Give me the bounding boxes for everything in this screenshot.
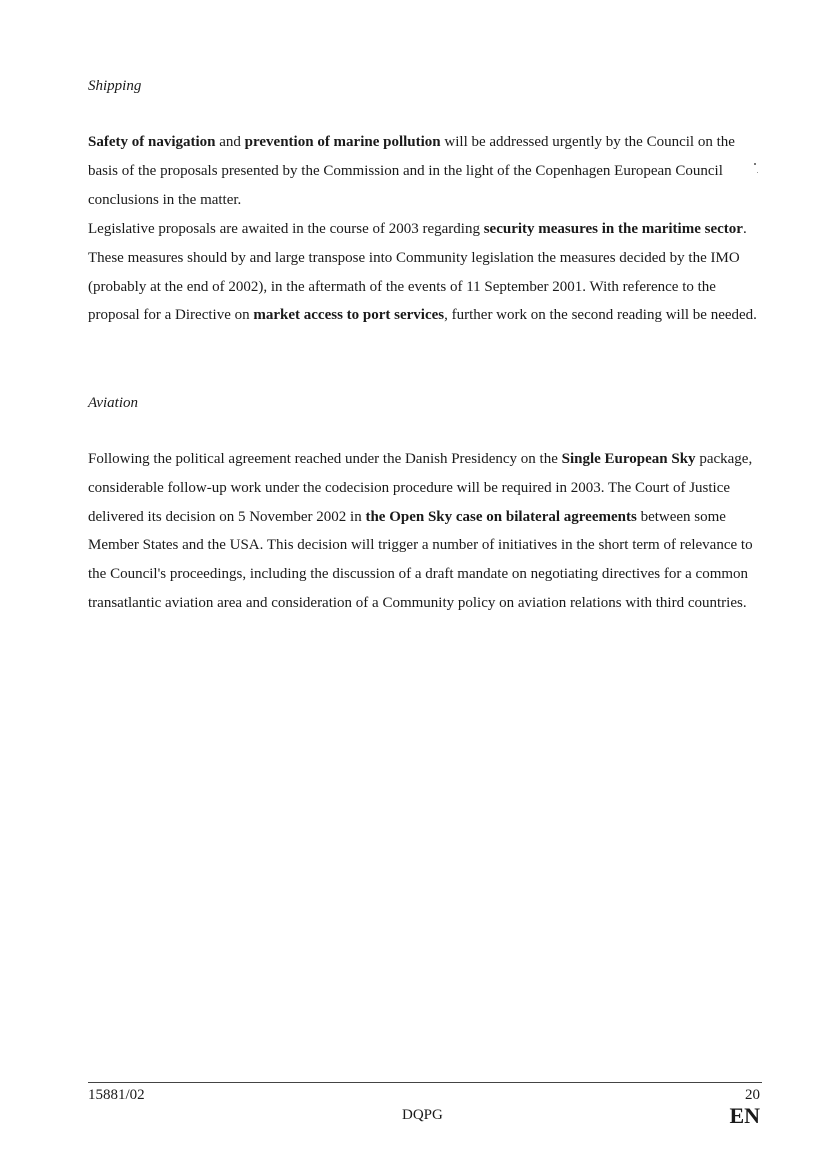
- bold-term: the Open Sky case on bilateral agreements: [365, 508, 637, 525]
- text-run: will be addressed urgently by the Council on the basis of the proposals presented by the Commission and in the light of the Copenhagen European Council conclusions in the matter.: [88, 134, 735, 208]
- text-run: and: [215, 134, 245, 150]
- scan-artifact: [757, 172, 758, 173]
- department-code: DQPG: [402, 1107, 443, 1123]
- text-run: , further work on the second reading will be needed.: [444, 307, 757, 324]
- footer-divider: [88, 1082, 762, 1083]
- page-number: 20: [745, 1087, 760, 1103]
- section-heading-shipping: Shipping: [88, 78, 142, 94]
- text-run: . These measures should by and large transpose into Community legislation the measures decided by the IMO (probably at the end of 2002), in the aftermath of the events of 11 September 2001. With reference to the proposal for a Directive on: [88, 221, 747, 324]
- shipping-paragraph-2: [88, 215, 768, 330]
- shipping-paragraph-1: [88, 128, 768, 214]
- text-run: package, considerable follow-up work under the codecision procedure will be required in 2003. The Court of Justice delivered its decision on 5 November 2002 in: [88, 451, 753, 525]
- bold-term: Single European Sky: [561, 451, 696, 467]
- text-run: Legislative proposals are awaited in the course of 2003 regarding: [88, 221, 484, 237]
- text-run: between some Member States and the USA. This decision will trigger a number of initiatives in the short term of relevance to the Council's proceedings, including the discussion of a draft mandate on negotiating directives for a common transatlantic aviation area and consideration of a Community policy on aviation relations with third countries.: [88, 508, 753, 611]
- aviation-paragraph-1: [88, 445, 768, 618]
- bold-term: Safety of navigation: [88, 134, 216, 150]
- section-heading-aviation: Aviation: [88, 395, 138, 411]
- bold-term: market access to port services: [253, 307, 445, 324]
- scan-artifact: [754, 163, 756, 165]
- document-reference: 15881/02: [88, 1087, 145, 1103]
- bold-term: security measures in the maritime sector: [483, 221, 743, 237]
- text-run: Following the political agreement reached under the Danish Presidency on the: [88, 451, 562, 467]
- bold-term: prevention of marine pollution: [244, 134, 441, 150]
- language-code: EN: [729, 1103, 760, 1128]
